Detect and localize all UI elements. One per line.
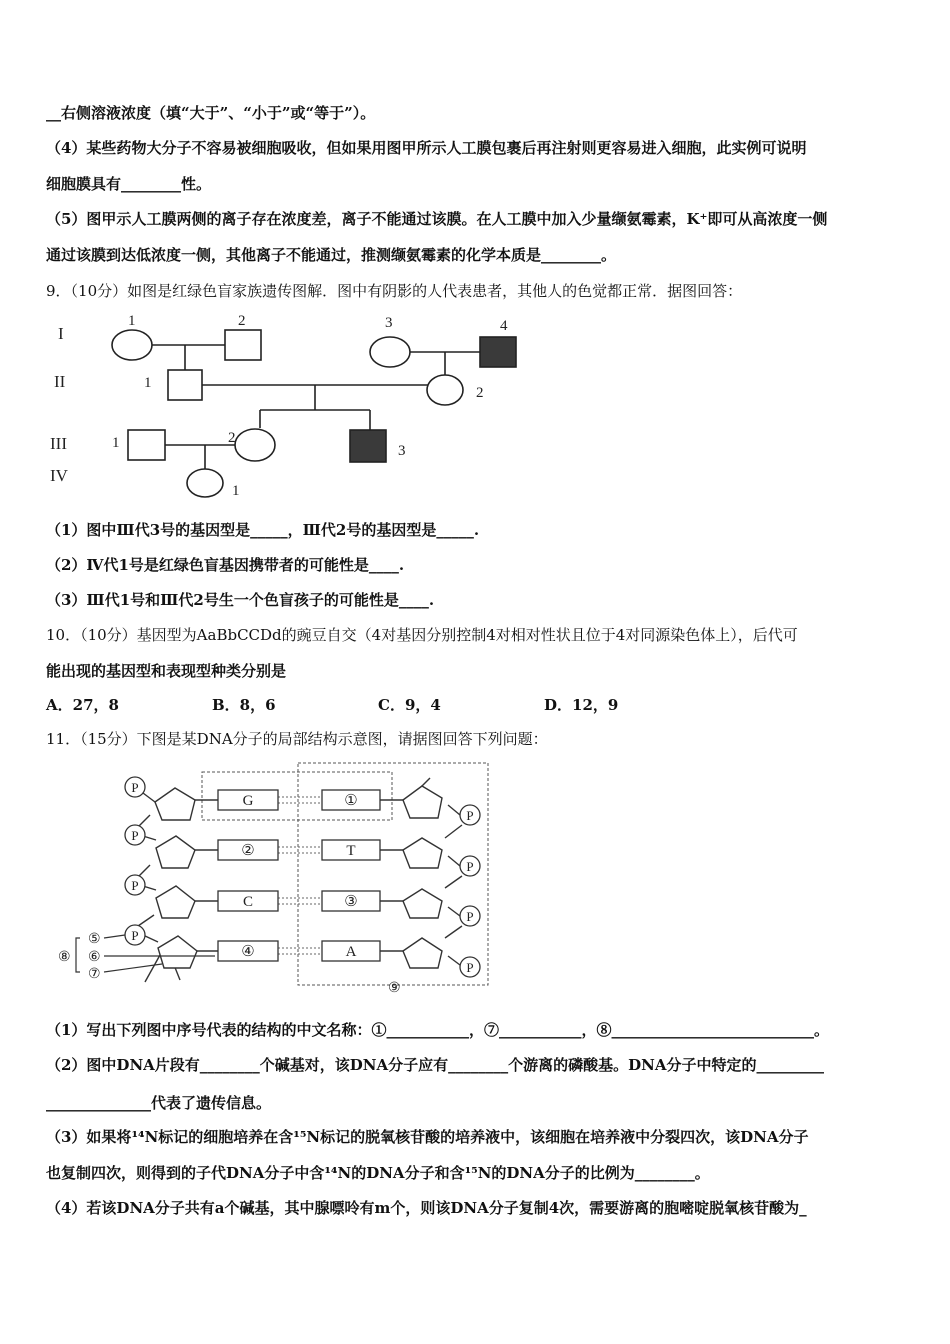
gen-label-iii: III [50,434,67,453]
base-left-2: ② [241,843,255,859]
question-9-1: （1）图中Ⅲ代3号的基因型是_____，Ⅲ代2号的基因型是_____. [46,521,480,539]
individual-i3 [370,337,410,367]
phosphate-r4: P [466,960,474,975]
num-i4: 4 [500,318,508,334]
question-10-cont: 能出现的基因型和表现型种类分别是 [46,662,287,680]
text-line-1: __右侧溶液浓度（填“大于”、“小于”或“等于”）。 [46,104,376,122]
base-right-3: ③ [344,894,358,910]
gen-label-iv: IV [50,466,68,485]
num-i2: 2 [238,313,246,329]
base-left-4: ④ [241,944,255,960]
dna-structure-diagram [50,760,500,995]
question-11-4: （4）若该DNA分子共有a个碱基，其中腺嘌呤有m个，则该DNA分子复制4次，需要游离的胞嘧啶脱氧核苷酸为_ [46,1199,807,1217]
num-i1: 1 [128,313,136,329]
num-iv1: 1 [232,483,240,499]
question-9-2: （2）Ⅳ代1号是红绿色盲基因携带者的可能性是____. [46,556,405,574]
phosphate-l4: P [131,928,139,943]
option-a: A．27，8 [46,696,119,714]
question-11: 11．（15分）下图是某DNA分子的局部结构示意图，请据图回答下列问题： [46,730,548,748]
gen-label-ii: II [54,372,66,391]
individual-i4 [480,337,516,367]
phosphate-l2: P [131,828,139,843]
question-11-3: （3）如果将¹⁴N标记的细胞培养在含¹⁵N标记的脱氧核苷酸的培养液中，该细胞在培养液中分裂四次，该DNA分子 [46,1128,809,1146]
option-d: D．12，9 [544,696,619,714]
text-line-4: （5）图甲示人工膜两侧的离子存在浓度差，离子不能通过该膜。在人工膜中加入少量缬氨霉素，K⁺即可从高浓度一侧 [46,210,828,228]
individual-iii1 [128,430,165,460]
gen-label-i: I [58,324,64,343]
num-ii2: 2 [476,385,484,401]
individual-i2 [225,330,261,360]
label-9: ⑨ [388,981,401,995]
individual-i1 [112,330,152,360]
num-iii2: 2 [228,430,236,446]
question-11-1: （1）写出下列图中序号代表的结构的中文名称：①___________，⑦___________，⑧___________________________。 [46,1021,829,1039]
phosphate-l3: P [131,878,139,893]
label-7: ⑦ [88,967,101,982]
base-right-2: T [346,843,356,859]
individual-ii2 [427,375,463,405]
question-10: 10．（10分）基因型为AaBbCCDd的豌豆自交（4对基因分别控制4对相对性状且位于4对同源染色体上），后代可 [46,626,798,644]
base-left-1: G [242,793,254,809]
question-11-2: （2）图中DNA片段有________个碱基对，该DNA分子应有________个游离的磷酸基。DNA分子中特定的_________ [46,1056,825,1074]
num-iii3: 3 [398,443,406,459]
base-left-3: C [242,894,254,910]
text-line-3: 细胞膜具有________性。 [46,175,212,193]
question-11-3-cont: 也复制四次，则得到的子代DNA分子中含¹⁴N的DNA分子和含¹⁵N的DNA分子的比例为________。 [46,1164,710,1182]
label-8: ⑧ [58,950,71,965]
text-line-2: （4）某些药物大分子不容易被细胞吸收，但如果用图甲所示人工膜包裹后再注射则更容易进入细胞，此实例可说明 [46,139,807,157]
option-c: C．9，4 [378,696,441,714]
text-line-5: 通过该膜到达低浓度一侧，其他离子不能通过，推测缬氨霉素的化学本质是________。 [46,246,617,264]
individual-iii2 [235,429,275,461]
pedigree-chart [40,305,560,505]
num-iii1: 1 [112,435,120,451]
individual-iv1 [187,469,223,497]
individual-ii1 [168,370,202,400]
phosphate-r1: P [466,808,474,823]
question-11-2-cont: ______________代表了遗传信息。 [46,1094,272,1112]
option-b: B．8，6 [212,696,276,714]
label-6: ⑥ [88,950,101,965]
question-9-3: （3）Ⅲ代1号和Ⅲ代2号生一个色盲孩子的可能性是____. [46,591,435,609]
num-ii1: 1 [144,375,152,391]
num-i3: 3 [385,315,393,331]
phosphate-r2: P [466,859,474,874]
individual-iii3 [350,430,386,462]
base-right-4: A [345,944,357,960]
label-5: ⑤ [88,932,101,947]
base-right-1: ① [344,793,358,809]
phosphate-r3: P [466,909,474,924]
phosphate-l1: P [131,780,139,795]
question-9: 9．（10分）如图是红绿色盲家族遗传图解．图中有阴影的人代表患者，其他人的色觉都正常．据图回答： [46,282,743,300]
